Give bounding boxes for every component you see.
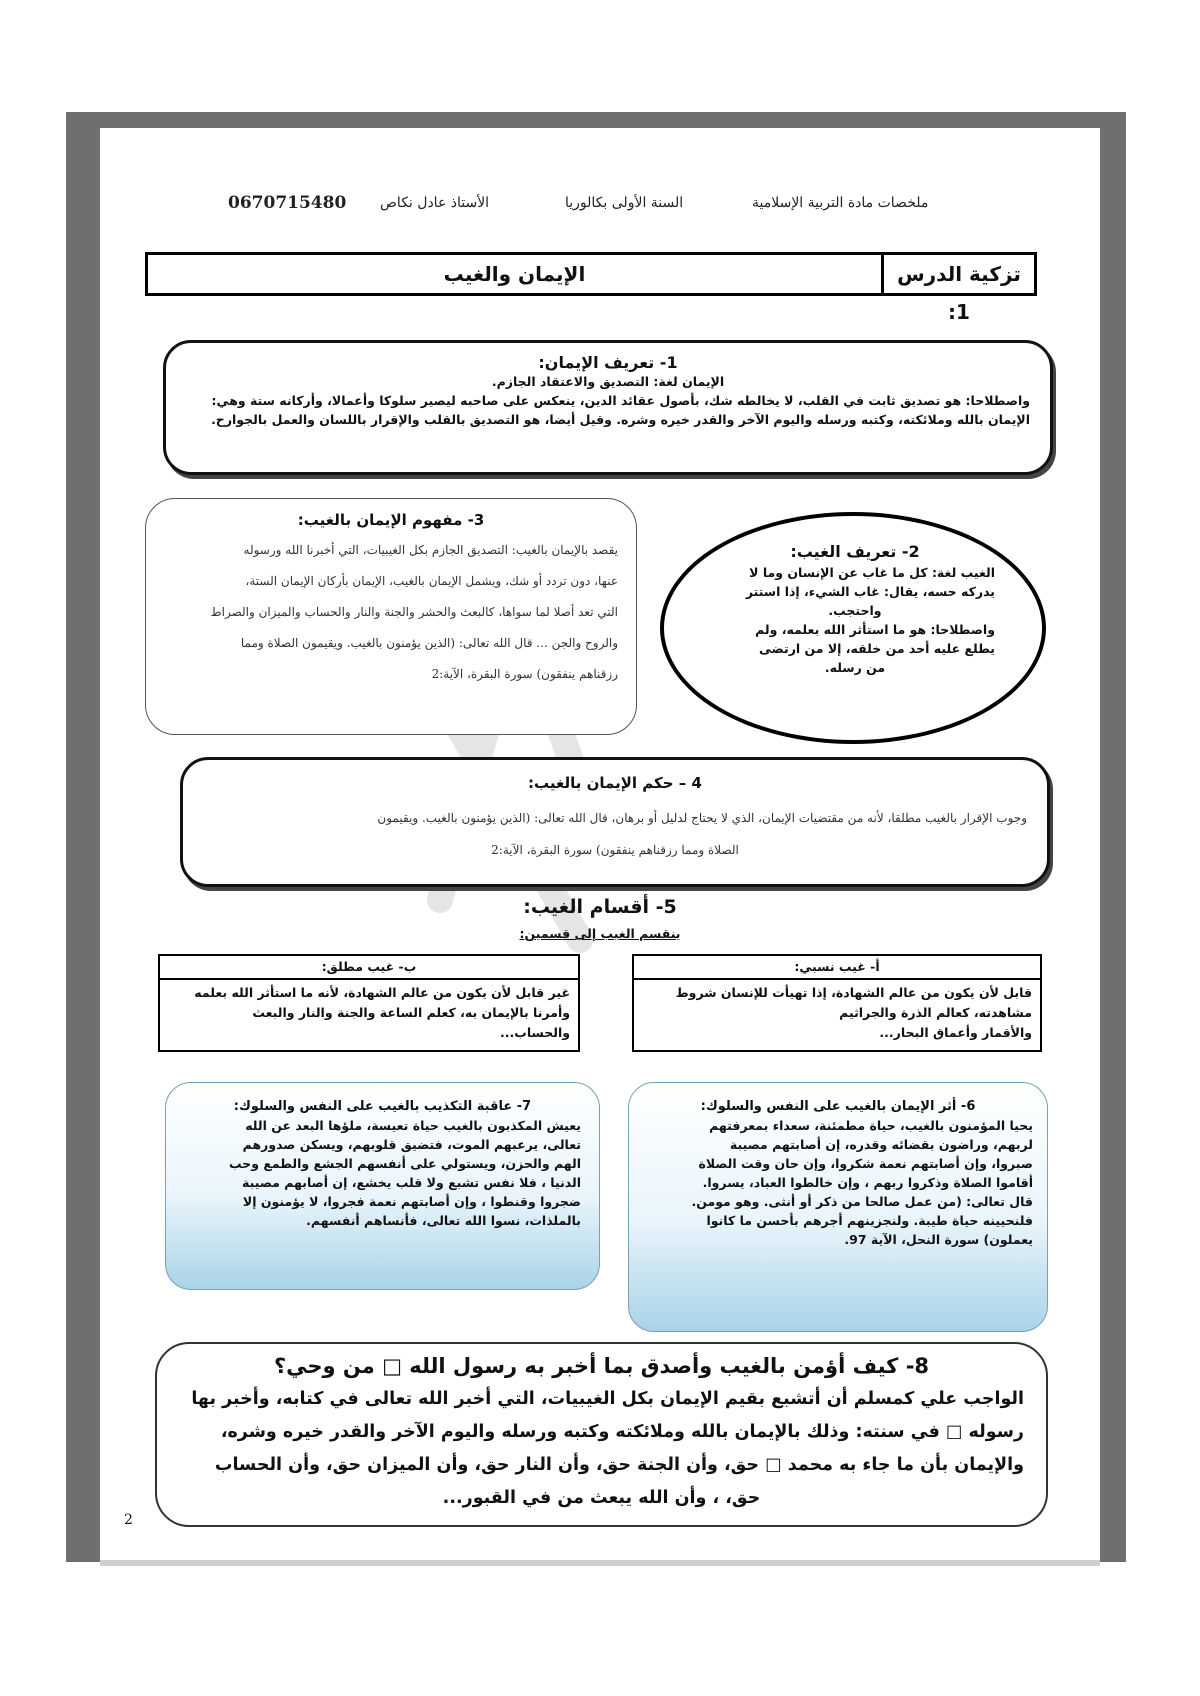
section-8-heading: 8- كيف أؤمن بالغيب وأصدق بما أخبر به رسول الله □ من وحي؟ [273,1354,930,1378]
section-8-box [155,1342,1048,1527]
section-6-line: يحيا المؤمنون بالغيب، حياة مطمئنة، سعداء بمعرفتهم [709,1118,1033,1133]
relative-unseen-title: أ- غيب نسبي: [634,956,1040,980]
section-3-line: التي تعد أصلا لما سواها، كالبعث والحشر والجنة والنار والحساب والميزان والصراط [210,605,618,619]
section-7-line: الهم والحزن، ويستولي على أنفسهم الجشع والطمع وحب [228,1156,581,1171]
section-7-line: تعالى، يرعبهم الموت، فتضيق قلوبهم، ويسكن صدورهم [242,1137,581,1152]
relative-unseen-line: والأقمار وأعماق البحار... [879,1025,1032,1040]
section-2-line: يطلع عليه أحد من خلقه، إلا من ارتضى [759,641,995,656]
lesson-title-bar [145,252,1037,324]
section-5-subheading: ينقسم الغيب إلى قسمين: [519,926,681,941]
absolute-unseen-text [160,980,578,1046]
section-7-line: الدنيا ، فلا نفس تشبع ولا قلب يخشع، إن أصابهم مصيبة [242,1175,581,1190]
section-6-line: لربهم، وراضون بقضائه وقدره، إن أصابتهم مصيبة [729,1137,1033,1152]
section-8-line: الواجب علي كمسلم أن أتشبع بقيم الإيمان بكل الغيبيات، التي أخبر الله تعالى في كتابه، وأخبر بها [191,1389,1024,1409]
section-7-heading: 7- عاقبة التكذيب بالغيب على النفس والسلوك: [233,1099,532,1114]
lesson-title: الإيمان والغيب [443,262,586,286]
absolute-unseen-title: ب- غيب مطلق: [160,956,578,980]
phone-number: 0670715480 [228,193,347,213]
absolute-unseen-table [158,954,580,1052]
section-2-line: من رسله. [824,660,886,675]
section-4-box [180,757,1050,887]
section-8-line: والإيمان بأن ما جاء به محمد □ حق، وأن الجنة حق، وأن النار حق، وأن الميزان حق، وأن الحساب [214,1455,1024,1475]
section-3-line: والروح والجن ... قال الله تعالى: (الذين يؤمنون بالغيب. ويقيمون الصلاة ومما [240,636,618,650]
section-6-line: قال تعالى: (من عمل صالحا من ذكر أو أنثى. وهو مومن. [691,1194,1033,1209]
absolute-unseen-line: والحساب... [500,1025,570,1040]
section-7-line: بالملذات، نسوا الله تعالى، فأنساهم أنفسهم. [306,1213,581,1228]
section-8-line: حق، ، وأن الله يبعث من في القبور... [442,1488,761,1508]
section-3-line: رزقناهم ينفقون) سورة البقرة، الآية:2 [431,667,618,681]
section-7-box [165,1082,600,1290]
section-6-box [628,1082,1048,1332]
section-3-heading: 3- مفهوم الإيمان بالغيب: [297,511,485,529]
section-6-line: يعملون) سورة النحل، الآية 97. [844,1232,1033,1247]
relative-unseen-text [634,980,1040,1046]
section-1-box [163,340,1053,475]
absolute-unseen-line: وأمرنا بالإيمان به، كعلم الساعة والجنة والنار والبعث [252,1005,570,1020]
section-2-content [715,542,995,677]
section-6-heading: 6- أثر الإيمان بالغيب على النفس والسلوك: [700,1099,976,1114]
page-bottom-edge [100,1560,1100,1566]
section-2-line: يدركه حسه، يقال: غاب الشيء، إذا استتر [745,584,995,599]
relative-unseen-line: قابل لأن يكون من عالم الشهادة، إذا تهيأت للإنسان شروط [675,985,1032,1000]
relative-unseen-table [632,954,1042,1052]
section-2-line: واصطلاحا: هو ما استأثر الله بعلمه، ولم [755,622,995,637]
section-5-heading: 5- أقسام الغيب: [523,896,677,918]
section-1-line: واصطلاحا: هو تصديق ثابت في القلب، لا يخالطه شك، بأصول عقائد الدين، ينعكس على صاحبه ليصير سلوكا وأعمالا، وأركانه ستة وهي: [211,393,1030,408]
section-3-box [145,498,637,735]
section-3-line: يقصد بالإيمان بالغيب: التصديق الجازم بكل الغيبيات، التي أخبرنا الله ورسوله [243,543,618,557]
section-6-line: فلنحيينه حياة طيبة. ولنجزينهم أجرهم بأحسن ما كانوا [706,1213,1033,1228]
section-1-line: الإيمان بالله وملائكته، وكتبه ورسله واليوم الآخر والقدر خيره وشره. وقيل أيضا، هو التصديق بالقلب والإقرار باللسان والعمل بالجوارح. [211,412,1030,427]
section-8-line: رسوله □ في سنته: وذلك بالإيمان بالله وملائكته وكتبه ورسله واليوم الآخر والقدر خيره وشره، [220,1422,1024,1442]
section-1-heading: 1- تعريف الإيمان: [538,353,678,372]
section-2-heading: 2- تعريف الغيب: [790,542,920,561]
school-level: السنة الأولى بكالوريا [565,195,684,211]
section-1-line: الإيمان لغة: التصديق والاعتقاد الجازم. [491,374,725,389]
page-number: 2 [124,1512,133,1528]
section-4-line: وجوب الإقرار بالغيب مطلقا، لأنه من مقتضيات الإيمان، الذي لا يحتاج لدليل أو برهان، قال الله تعالى: (الذين يؤمنون بالغيب. ويقيمون [377,811,1027,825]
section-2-line: واحتجب. [828,603,882,618]
section-6-line: أقاموا الصلاة وذكروا ربهم ، وإن خالطوا العباد، يسروا. [702,1175,1033,1190]
section-7-line: ضجروا وقنطوا ، وإن أصابتهم نعمة فجروا، لا يؤمنون إلا [242,1194,581,1209]
section-3-line: عنها، دون تردد أو شك، ويشمل الإيمان بالغيب، الإيمان بأركان الإيمان الستة، [245,574,618,588]
lesson-label: تزكية الدرس 1: [881,255,1034,293]
relative-unseen-line: مشاهدته، كعالم الذرة والجراثيم [839,1005,1032,1020]
subject-title: ملخصات مادة التربية الإسلامية [752,195,929,211]
section-4-line: الصلاة ومما رزقناهم ينفقون) سورة البقرة، الآية:2 [491,843,739,857]
section-2-line: الغيب لغة: كل ما غاب عن الإنسان وما لا [749,565,995,580]
section-4-heading: 4 – حكم الإيمان بالغيب: [528,774,702,792]
absolute-unseen-line: غير قابل لأن يكون من عالم الشهادة، لأنه ما استأثر الله بعلمه [194,985,570,1000]
section-6-line: صبروا، وإن أصابتهم نعمة شكروا، وإن حان وقت الصلاة [698,1156,1033,1171]
section-7-line: يعيش المكذبون بالغيب حياة تعيسة، ملؤها البعد عن الله [245,1118,581,1133]
teacher-name: الأستاذ عادل نكاص [380,195,490,211]
